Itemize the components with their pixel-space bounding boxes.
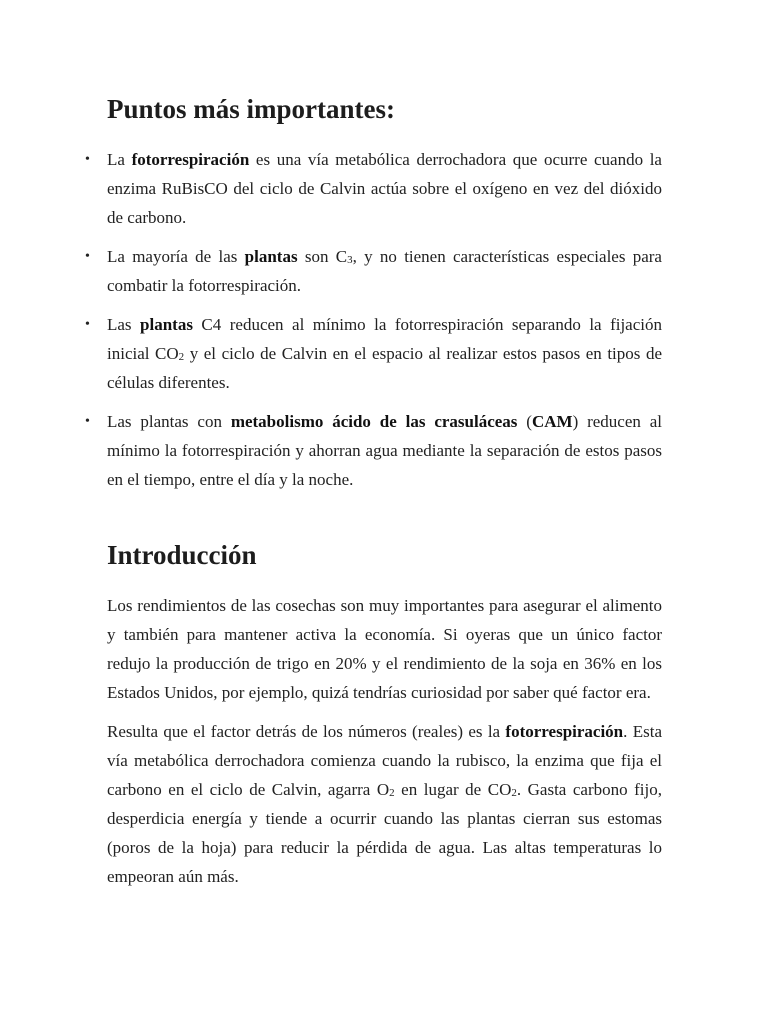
bold-term: fotorrespiración	[505, 722, 624, 741]
text-run: es una vía metabólica derrochadora que ocurre cuando la enzima RuBisCO del ciclo de Calvin actúa sobre el oxígeno en vez del dióxido de carbono.	[107, 150, 662, 227]
text-run: . Esta vía metabólica derrochadora comienza cuando la rubisco, la enzima que fija el carbono en el ciclo de Calvin, agarra O	[107, 722, 662, 799]
text-run: . Gasta carbono fijo, desperdicia energía y tiende a ocurrir cuando las plantas cierran sus estomas (poros de la hoja) para reducir la pérdida de agua. Las altas temperaturas lo empeoran aún más.	[107, 780, 662, 886]
text-run: , y no tienen características especiales para combatir la fotorrespiración.	[107, 247, 662, 295]
bullet-icon: •	[85, 152, 90, 167]
text-run: Resulta que el factor detrás de los números (reales) es la	[107, 722, 506, 741]
bold-term: metabolismo ácido de las crasuláceas	[230, 412, 518, 431]
bold-term: CAM	[531, 412, 573, 431]
text-run: Las	[107, 315, 141, 334]
text-run: y el ciclo de Calvin en el espacio al realizar estos pasos en tipos de células diferentes.	[107, 344, 662, 392]
subscript: 2	[389, 787, 395, 799]
text-run: La mayoría de las	[107, 247, 245, 266]
bullet-icon: •	[85, 249, 90, 264]
paragraph	[107, 717, 662, 891]
subscript: 3	[347, 254, 353, 266]
text-run: en lugar de CO	[394, 780, 512, 799]
text-run: Las plantas con	[107, 412, 231, 431]
paragraph: Los rendimientos de las cosechas son muy importantes para asegurar el alimento y también para mantener activa la economía. Si oyeras que un único factor redujo la producción de trigo en 20% y el rendimiento de la soja en 36% en los Estados Unidos, por ejemplo, quizá tendrías curiosidad por saber qué factor era.	[107, 596, 662, 702]
bold-term: plantas	[140, 315, 193, 334]
text-run: son C	[297, 247, 348, 266]
list-item	[85, 145, 662, 232]
section-heading-introduction: Introducción	[107, 540, 257, 570]
bold-term: fotorrespiración	[131, 150, 250, 169]
list-item	[85, 407, 662, 494]
text-run: C4 reducen al mínimo la fotorrespiración separando la fijación inicial CO	[107, 315, 662, 363]
subscript: 2	[178, 351, 185, 363]
list-item	[85, 310, 662, 397]
introduction-body	[107, 591, 662, 901]
list-item	[85, 242, 662, 300]
subscript: 2	[511, 787, 517, 799]
bullet-icon: •	[85, 317, 90, 332]
text-run: ) reducen al mínimo la fotorrespiración y ahorran agua mediante la separación de estos pasos en el tiempo, entre el día y la noche.	[107, 412, 662, 489]
bullet-icon: •	[85, 414, 90, 429]
bold-term: plantas	[244, 247, 298, 266]
text-run: La	[107, 150, 132, 169]
key-points-list	[85, 145, 662, 504]
text-run: (	[517, 412, 532, 431]
section-heading-key-points: Puntos más importantes:	[107, 94, 395, 124]
